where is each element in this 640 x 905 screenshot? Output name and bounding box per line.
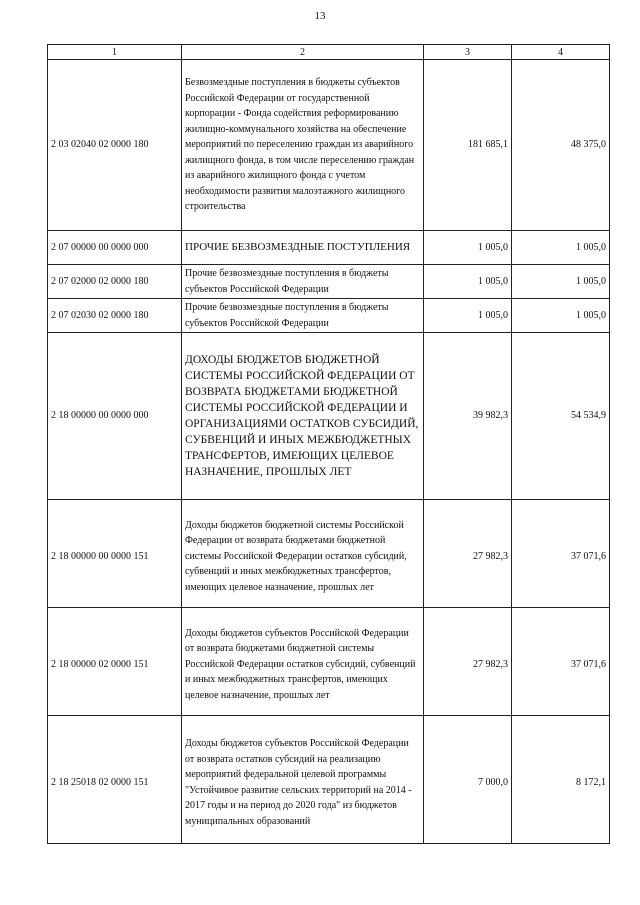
- row-value-col3: 39 982,3: [424, 333, 512, 500]
- row-value-col4: 8 172,1: [512, 716, 610, 844]
- row-code: 2 07 02000 02 0000 180: [48, 265, 182, 299]
- header-col-1: 1: [48, 45, 182, 60]
- table-row: [48, 608, 610, 716]
- header-col-3: 3: [424, 45, 512, 60]
- header-col-2: 2: [182, 45, 424, 60]
- header-col-4: 4: [512, 45, 610, 60]
- row-value-col3: 181 685,1: [424, 60, 512, 231]
- row-description: Доходы бюджетов субъектов Российской Федерации от возврата остатков субсидий на реализацию мероприятий федеральной целевой программы "Устойчивое развитие сельских территорий на 2014 - 2017 годы и на период до 2020 года" из бюджетов муниципальных образований: [182, 716, 424, 844]
- table-row: [48, 299, 610, 333]
- row-value-col4: 37 071,6: [512, 608, 610, 716]
- row-code: 2 18 00000 00 0000 151: [48, 500, 182, 608]
- budget-table: [47, 44, 610, 844]
- row-description: Безвозмездные поступления в бюджеты субъектов Российской Федерации от государственной корпорации - Фонда содействия реформированию жилищно-коммунального хозяйства на обеспечение мероприятий по переселению граждан из аварийного жилищного фонда, в том числе переселению граждан из аварийного жилищного фонда с учетом необходимости развития малоэтажного жилищного строительства: [182, 60, 424, 231]
- row-value-col4: 1 005,0: [512, 231, 610, 265]
- row-description: ДОХОДЫ БЮДЖЕТОВ БЮДЖЕТНОЙ СИСТЕМЫ РОССИЙСКОЙ ФЕДЕРАЦИИ ОТ ВОЗВРАТА БЮДЖЕТАМИ БЮДЖЕТНОЙ СИСТЕМЫ РОССИЙСКОЙ ФЕДЕРАЦИИ И ОРГАНИЗАЦИЯМИ ОСТАТКОВ СУБСИДИЙ, СУБВЕНЦИЙ И ИНЫХ МЕЖБЮДЖЕТНЫХ ТРАНСФЕРТОВ, ИМЕЮЩИХ ЦЕЛЕВОЕ НАЗНАЧЕНИЕ, ПРОШЛЫХ ЛЕТ: [182, 333, 424, 500]
- row-description: Прочие безвозмездные поступления в бюджеты субъектов Российской Федерации: [182, 299, 424, 333]
- row-code: 2 07 02030 02 0000 180: [48, 299, 182, 333]
- table-row: [48, 716, 610, 844]
- row-code: 2 18 00000 02 0000 151: [48, 608, 182, 716]
- row-value-col4: 48 375,0: [512, 60, 610, 231]
- row-code: 2 18 25018 02 0000 151: [48, 716, 182, 844]
- row-value-col3: 1 005,0: [424, 231, 512, 265]
- row-value-col4: 1 005,0: [512, 299, 610, 333]
- row-value-col4: 1 005,0: [512, 265, 610, 299]
- table-row: [48, 231, 610, 265]
- table-row: [48, 60, 610, 231]
- row-value-col3: 1 005,0: [424, 265, 512, 299]
- row-code: 2 07 00000 00 0000 000: [48, 231, 182, 265]
- row-code: 2 03 02040 02 0000 180: [48, 60, 182, 231]
- row-description: Доходы бюджетов бюджетной системы Российской Федерации от возврата бюджетами бюджетной системы Российской Федерации остатков субсидий, субвенций и иных межбюджетных трансфертов, имеющих целевое назначение, прошлых лет: [182, 500, 424, 608]
- row-value-col3: 1 005,0: [424, 299, 512, 333]
- row-value-col3: 7 000,0: [424, 716, 512, 844]
- row-description: ПРОЧИЕ БЕЗВОЗМЕЗДНЫЕ ПОСТУПЛЕНИЯ: [182, 231, 424, 265]
- table-row: [48, 500, 610, 608]
- row-value-col3: 27 982,3: [424, 500, 512, 608]
- row-description: Доходы бюджетов субъектов Российской Федерации от возврата бюджетами бюджетной системы Российской Федерации остатков субсидий, субвенций и иных межбюджетных трансфертов, имеющих целевое назначение, прошлых лет: [182, 608, 424, 716]
- row-code: 2 18 00000 00 0000 000: [48, 333, 182, 500]
- row-value-col4: 37 071,6: [512, 500, 610, 608]
- table-header-row: [48, 45, 610, 60]
- table-row: [48, 333, 610, 500]
- row-value-col4: 54 534,9: [512, 333, 610, 500]
- row-value-col3: 27 982,3: [424, 608, 512, 716]
- page-number: 13: [314, 10, 326, 22]
- row-description: Прочие безвозмездные поступления в бюджеты субъектов Российской Федерации: [182, 265, 424, 299]
- table-row: [48, 265, 610, 299]
